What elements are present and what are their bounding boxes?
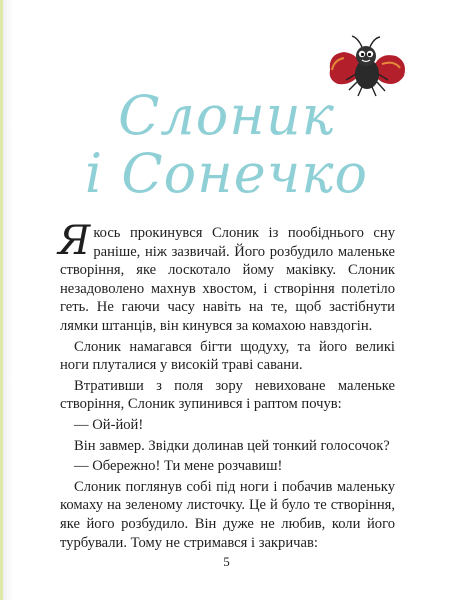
drop-cap: Я [58, 218, 91, 264]
paragraph-1 [58, 218, 395, 336]
paragraph-3: Втративши з поля зору невиховане маленьке створіння, Слоник зупинився і раптом почув: [60, 377, 395, 413]
paragraph-7: Слоник поглянув собі під ноги і побачив маленьку комаху на зеленому листочку. Це й було те створіння, яке його розбудило. Він дуже не любив, коли його турбували. Тому не стримався і закричав: [60, 478, 395, 551]
story-text [58, 218, 395, 554]
paragraph-4: — Ой-йой! [74, 416, 144, 433]
title-line-2: і Сонечко [84, 142, 369, 205]
page-number: 5 [223, 554, 230, 569]
paragraph-2: Слоник намагався бігти щодуху, та його великі ноги плуталися у високій траві савани. [60, 338, 395, 374]
paragraph-6: — Обережно! Ти мене розчавиш! [74, 458, 283, 475]
paragraph-5: Він завмер. Звідки долинав цей тонкий голосочок? [74, 437, 390, 454]
paragraph-1-text: кось прокинувся Слоник із пообіднього сну раніше, ніж зазвичай. Його розбудило маленьке створіння, яке лоскотало йому маківку. Слоник незадоволено махнув хвостом, і створіння полетіло геть. Не гаючи часу навіть на те, щоб застібнути лямки штанців, він кинувся за комахою навздогін. [60, 225, 395, 334]
title-line-1: Слоник [118, 84, 335, 147]
